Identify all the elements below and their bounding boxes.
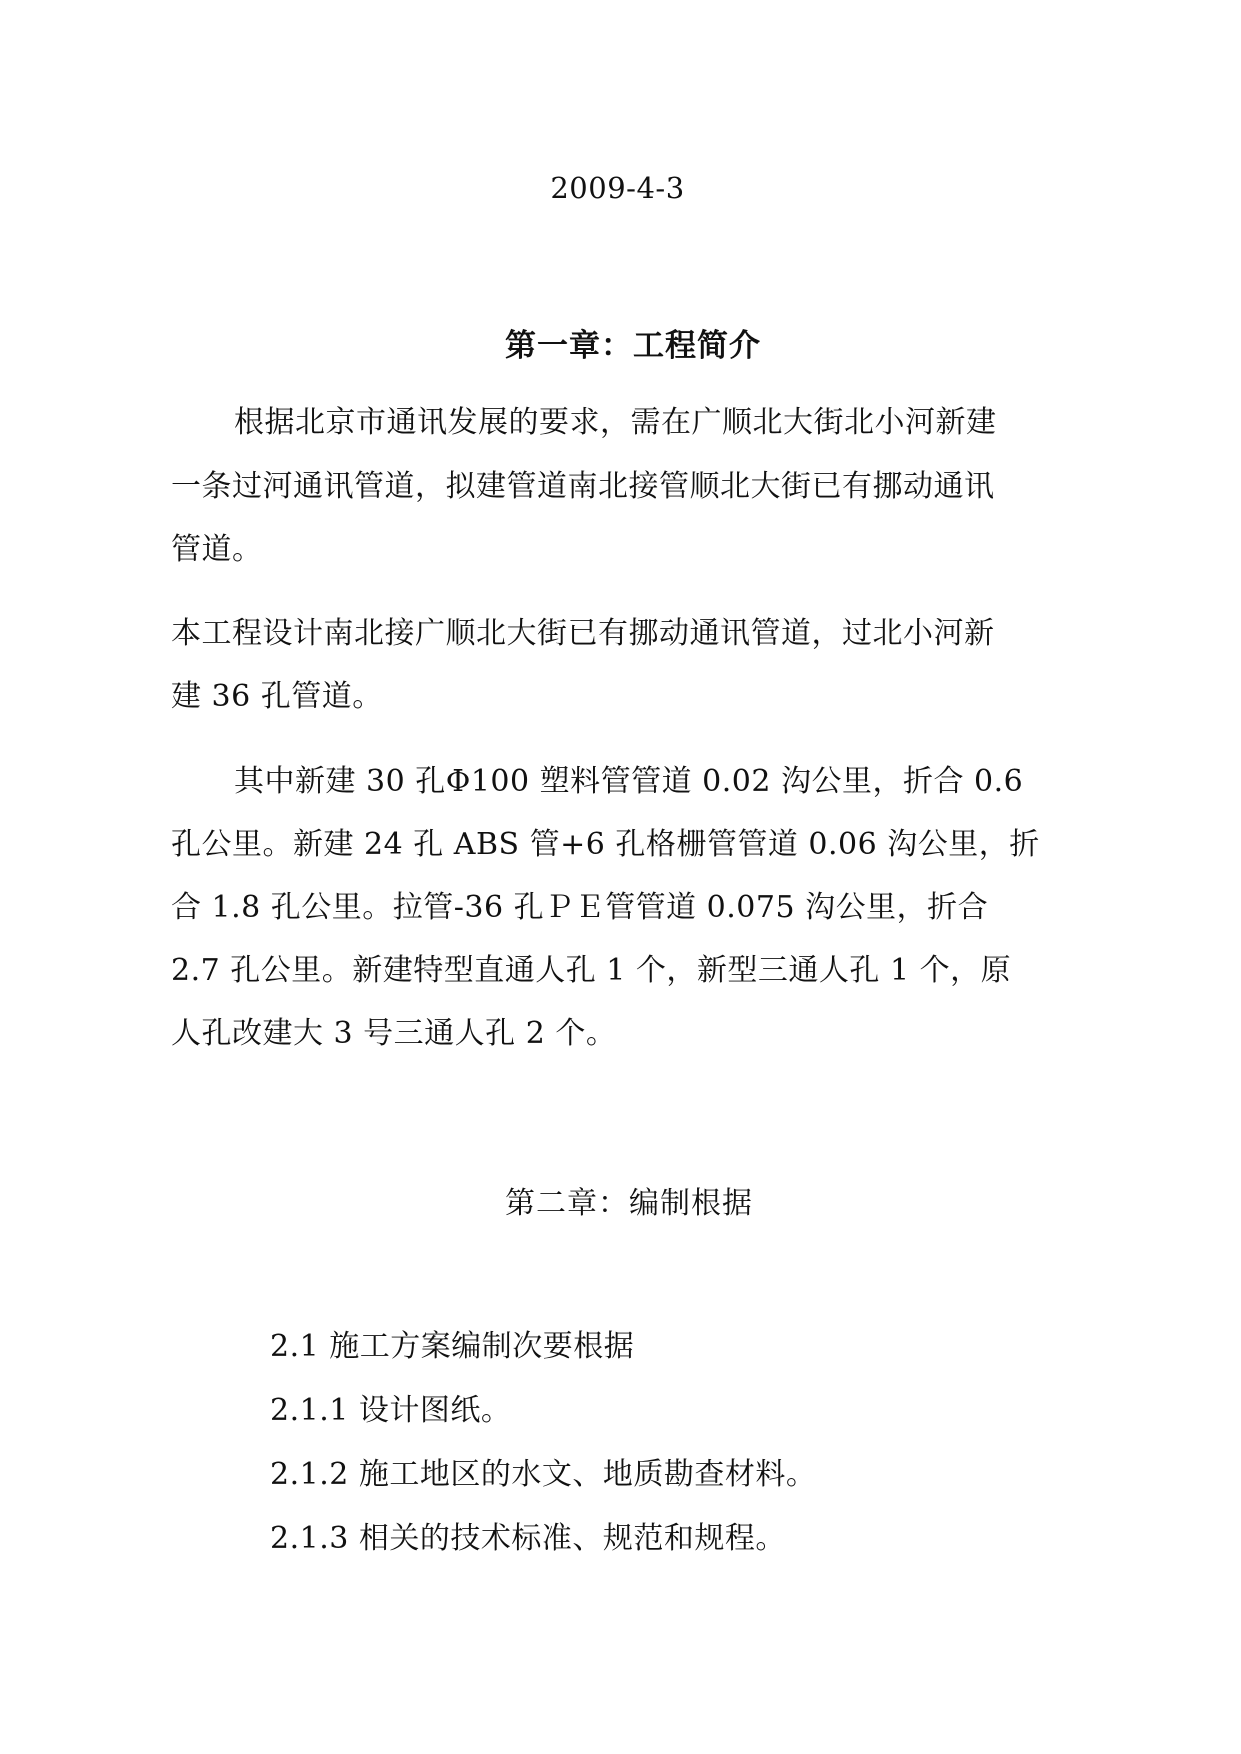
chapter1-paragraph2-line: 本工程设计南北接广顺北大街已有挪动通讯管道，过北小河新 (171, 616, 995, 651)
chapter2-item: 2.1.3 相关的技术标准、规范和规程。 (270, 1521, 786, 1556)
document-date: 2009-4-3 (550, 171, 685, 205)
chapter1-paragraph1-line: 管道。 (171, 532, 263, 567)
chapter1-paragraph1-line: 一条过河通讯管道，拟建管道南北接管顺北大街已有挪动通讯 (171, 469, 995, 504)
chapter1-title: 第一章：工程简介 (505, 328, 761, 364)
chapter1-paragraph3-line: 孔公里。新建 24 孔 ABS 管+6 孔格栅管管道 0.06 沟公里，折 (171, 827, 1040, 862)
chapter1-paragraph3-line: 人孔改建大 3 号三通人孔 2 个。 (171, 1016, 617, 1051)
chapter2-item: 2.1.1 设计图纸。 (270, 1393, 512, 1428)
chapter1-paragraph3-line: 2.7 孔公里。新建特型直通人孔 1 个，新型三通人孔 1 个，原 (171, 953, 1012, 988)
chapter1-paragraph2-line: 建 36 孔管道。 (171, 679, 383, 714)
chapter2-title: 第二章：编制根据 (505, 1186, 753, 1221)
chapter1-paragraph3-line: 合 1.8 孔公里。拉管-36 孔ＰＥ管管道 0.075 沟公里，折合 (171, 890, 989, 925)
chapter1-paragraph1-line: 根据北京市通讯发展的要求，需在广顺北大街北小河新建 (234, 405, 997, 440)
chapter2-item: 2.1.2 施工地区的水文、地质勘查材料。 (270, 1457, 817, 1492)
chapter2-item: 2.1 施工方案编制次要根据 (270, 1329, 635, 1364)
chapter1-paragraph3-line: 其中新建 30 孔Φ100 塑料管管道 0.02 沟公里，折合 0.6 (234, 764, 1024, 799)
